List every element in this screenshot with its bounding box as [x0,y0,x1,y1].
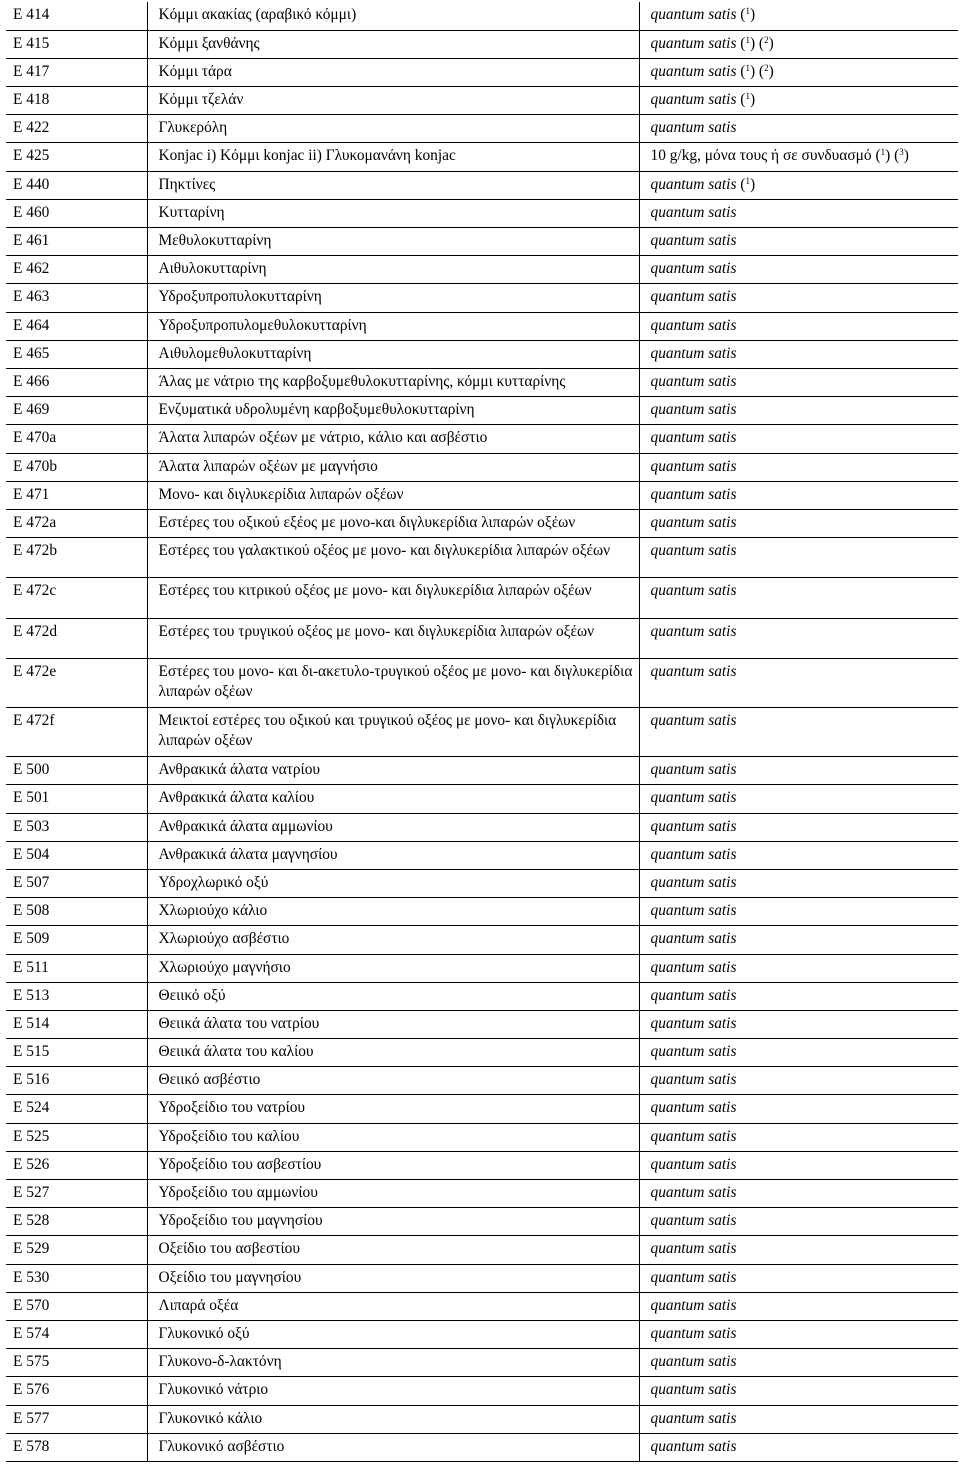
additive-name: Κόμμι τάρα [147,58,639,86]
additive-name: Γλυκονικό κάλιο [147,1405,639,1433]
table-row [6,1377,958,1405]
additive-name: Αιθυλομεθυλοκυτταρίνη [147,340,639,368]
table-row [6,87,958,115]
table-row [6,1180,958,1208]
table-row [6,1067,958,1095]
table-row [6,368,958,396]
max-level [639,1349,958,1377]
table-row [6,926,958,954]
additive-code: E 472a [6,509,147,537]
additive-code: E 529 [6,1236,147,1264]
additive-code: E 526 [6,1151,147,1179]
additive-code: E 577 [6,1405,147,1433]
additive-name: Κόμμι ξανθάνης [147,30,639,58]
table-row [6,898,958,926]
max-level [639,58,958,86]
max-level-value: quantum satis [650,542,737,560]
table-row [6,425,958,453]
additive-name: Μεθυλοκυτταρίνη [147,228,639,256]
footnote-ref: ($^3$) [890,147,909,165]
additive-code: E 578 [6,1433,147,1461]
additive-name: Υδροξείδιο του νατρίου [147,1095,639,1123]
table-row [6,199,958,227]
table-row [6,1264,958,1292]
additive-code: E 501 [6,785,147,813]
max-level-value: quantum satis [650,845,737,863]
max-level [639,708,958,757]
table-row [6,1208,958,1236]
footnote-number: 1 [745,34,750,45]
footnote-ref: ($^1$) [736,34,756,52]
max-level [639,1039,958,1067]
additive-name: Εστέρες του κιτρικού οξέος με μονο- και διγλυκερίδια λιπαρών οξέων [147,578,639,618]
additive-name: Οξείδιο του μαγνησίου [147,1264,639,1292]
max-level-value: quantum satis [650,663,737,681]
max-level [639,578,958,618]
additive-code: E 570 [6,1292,147,1320]
footnote-number: 3 [899,147,904,158]
additive-name: Χλωριούχο κάλιο [147,898,639,926]
max-level [639,1236,958,1264]
max-level [639,453,958,481]
max-level [639,982,958,1010]
additive-code: E 465 [6,340,147,368]
max-level-value: quantum satis [650,457,737,475]
additive-name: Θειικά άλατα του νατρίου [147,1010,639,1038]
footnote-ref: ($^1$) [871,147,891,165]
max-level-value: quantum satis [650,513,737,531]
max-level [639,841,958,869]
table-row [6,312,958,340]
max-level [639,425,958,453]
additive-name: Γλυκερόλη [147,115,639,143]
table-row [6,397,958,425]
additive-code: E 525 [6,1123,147,1151]
additive-code: E 528 [6,1208,147,1236]
table-row [6,813,958,841]
max-level-value: quantum satis [650,1296,737,1314]
table-row [6,1433,958,1461]
table-row [6,509,958,537]
table-row [6,115,958,143]
max-level-value: quantum satis [650,1184,737,1202]
max-level [639,1433,958,1461]
table-row [6,340,958,368]
additive-code: E 527 [6,1180,147,1208]
table-row [6,982,958,1010]
max-level-value: 10 g/kg, μόνα τους ή σε συνδυασμό [650,147,872,165]
additive-name: Θειικό οξύ [147,982,639,1010]
max-level [639,340,958,368]
max-level [639,256,958,284]
additive-code: E 470b [6,453,147,481]
max-level-value: quantum satis [650,1324,737,1342]
additive-name: Άλατα λιπαρών οξέων με νάτριο, κάλιο και ασβέστιο [147,425,639,453]
additive-name: Άλας με νάτριο της καρβοξυμεθυλοκυτταρίνης, κόμμι κυτταρίνης [147,368,639,396]
max-level [639,312,958,340]
footnote-number: 1 [745,175,750,186]
additive-code: E 464 [6,312,147,340]
max-level [639,87,958,115]
table-row [6,1010,958,1038]
additive-code: E 461 [6,228,147,256]
table-row [6,659,958,708]
footnote-ref: ($^1$) [736,62,756,80]
max-level-value: quantum satis [650,119,737,137]
additive-name: Υδροξυπροπυλομεθυλοκυτταρίνη [147,312,639,340]
additive-code: E 472d [6,618,147,658]
max-level-value: quantum satis [650,873,737,891]
max-level-value: quantum satis [650,288,737,306]
table-row [6,1236,958,1264]
footnote-number: 1 [745,91,750,102]
footnote-number: 2 [764,62,769,73]
additive-code: E 511 [6,954,147,982]
table-row [6,785,958,813]
additive-code: E 422 [6,115,147,143]
table-row [6,954,958,982]
max-level [639,1405,958,1433]
max-level [639,199,958,227]
table-row [6,1292,958,1320]
additive-name: Άλατα λιπαρών οξέων με μαγνήσιο [147,453,639,481]
max-level-value: quantum satis [650,429,737,447]
max-level [639,284,958,312]
additive-name: Γλυκονικό νάτριο [147,1377,639,1405]
max-level [639,228,958,256]
max-level [639,1208,958,1236]
table-row [6,2,958,30]
additives-table [6,2,958,1462]
additive-code: E 516 [6,1067,147,1095]
max-level [639,926,958,954]
max-level-value: quantum satis [650,1212,737,1230]
additive-code: E 576 [6,1377,147,1405]
table-body [6,2,958,1461]
table-row [6,1095,958,1123]
table-row [6,481,958,509]
additive-code: E 575 [6,1349,147,1377]
table-row [6,228,958,256]
additive-code: E 530 [6,1264,147,1292]
table-row [6,538,958,578]
additive-name: Ανθρακικά άλατα αμμωνίου [147,813,639,841]
max-level [639,1151,958,1179]
table-row [6,757,958,785]
max-level [639,659,958,708]
table-row [6,1320,958,1348]
footnote-ref: ($^1$) [736,6,756,23]
max-level [639,1010,958,1038]
table-row [6,869,958,897]
max-level-value: quantum satis [650,930,737,948]
additive-code: E 514 [6,1010,147,1038]
max-level [639,618,958,658]
max-level-value: quantum satis [650,316,737,334]
additive-name: Ενζυματικά υδρολυμένη καρβοξυμεθυλοκυτταρίνη [147,397,639,425]
additive-code: E 472f [6,708,147,757]
table-row [6,143,958,171]
max-level-value: quantum satis [650,260,737,278]
max-level-value: quantum satis [650,175,737,193]
additive-code: E 507 [6,869,147,897]
max-level-value: quantum satis [650,817,737,835]
additive-name: Ανθρακικά άλατα νατρίου [147,757,639,785]
additive-name: Θειικά άλατα του καλίου [147,1039,639,1067]
max-level-value: quantum satis [650,958,737,976]
additive-name: Κόμμι τζελάν [147,87,639,115]
additive-code: E 469 [6,397,147,425]
additive-name: Υδροξείδιο του καλίου [147,1123,639,1151]
additive-code: E 472b [6,538,147,578]
max-level [639,785,958,813]
max-level [639,1292,958,1320]
additive-code: E 415 [6,30,147,58]
max-level [639,115,958,143]
max-level [639,1123,958,1151]
max-level [639,1320,958,1348]
table-row [6,58,958,86]
additive-name: Χλωριούχο ασβέστιο [147,926,639,954]
additive-code: E 508 [6,898,147,926]
additive-name: Υδροχλωρικό οξύ [147,869,639,897]
additive-code: E 418 [6,87,147,115]
max-level-value: quantum satis [650,401,737,419]
max-level [639,1264,958,1292]
additive-name: Konjac i) Κόμμι konjac ii) Γλυκομανάνη konjac [147,143,639,171]
table-row [6,1123,958,1151]
footnote-ref: ($^1$) [736,175,756,193]
max-level [639,2,958,30]
max-level-value: quantum satis [650,1071,737,1089]
max-level-value: quantum satis [650,6,737,23]
max-level-value: quantum satis [650,1014,737,1032]
additive-name: Κόμμι ακακίας (αραβικό κόμμι) [147,2,639,30]
additive-code: E 504 [6,841,147,869]
max-level-value: quantum satis [650,91,737,109]
table-row [6,1151,958,1179]
max-level [639,898,958,926]
table-row [6,618,958,658]
table-row [6,1039,958,1067]
additive-name: Εστέρες του γαλακτικού οξέος με μονο- και διγλυκερίδια λιπαρών οξέων [147,538,639,578]
additive-name: Υδροξυπροπυλοκυτταρίνη [147,284,639,312]
additive-name: Υδροξείδιο του μαγνησίου [147,1208,639,1236]
max-level [639,869,958,897]
max-level-value: quantum satis [650,485,737,503]
footnote-number: 1 [880,147,886,158]
max-level [639,1180,958,1208]
max-level-value: quantum satis [650,203,737,221]
additive-code: E 574 [6,1320,147,1348]
additive-name: Εστέρες του οξικού εξέος με μονο-και διγλυκερίδια λιπαρών οξέων [147,509,639,537]
additive-name: Γλυκονικό οξύ [147,1320,639,1348]
additive-code: E 460 [6,199,147,227]
table-row [6,256,958,284]
additive-code: E 463 [6,284,147,312]
max-level [639,397,958,425]
additive-name: Γλυκονικό ασβέστιο [147,1433,639,1461]
additive-code: E 509 [6,926,147,954]
footnote-number: 2 [764,34,769,45]
additive-name: Πηκτίνες [147,171,639,199]
additive-code: E 470a [6,425,147,453]
table-row [6,708,958,757]
max-level [639,1067,958,1095]
max-level-value: quantum satis [650,1353,737,1371]
max-level [639,509,958,537]
additive-name: Υδροξείδιο του ασβεστίου [147,1151,639,1179]
table-row [6,171,958,199]
max-level [639,813,958,841]
additive-code: E 414 [6,2,147,30]
max-level-value: quantum satis [650,1043,737,1061]
table-row [6,1405,958,1433]
max-level-value: quantum satis [650,1127,737,1145]
additive-code: E 425 [6,143,147,171]
table-row [6,453,958,481]
table-row [6,578,958,618]
max-level-value: quantum satis [650,62,737,80]
footnote-ref: ($^1$) [736,91,756,109]
max-level [639,30,958,58]
additive-name: Χλωριούχο μαγνήσιο [147,954,639,982]
additive-code: E 440 [6,171,147,199]
additive-name: Ανθρακικά άλατα μαγνησίου [147,841,639,869]
additive-code: E 472e [6,659,147,708]
additive-code: E 513 [6,982,147,1010]
max-level-value: quantum satis [650,1381,737,1399]
additive-name: Κυτταρίνη [147,199,639,227]
footnote-number: 1 [745,62,750,73]
max-level-value: quantum satis [650,582,737,600]
additive-name: Αιθυλοκυτταρίνη [147,256,639,284]
max-level-value: quantum satis [650,232,737,249]
max-level [639,538,958,578]
additive-name: Μεικτοί εστέρες του οξικού και τρυγικού οξέος με μονο- και διγλυκερίδια λιπαρών οξέων [147,708,639,757]
max-level-value: quantum satis [650,372,737,390]
max-level-value: quantum satis [650,344,737,362]
max-level-value: quantum satis [650,902,737,920]
additive-code: E 472c [6,578,147,618]
max-level-value: quantum satis [650,622,737,640]
max-level-value: quantum satis [650,1240,737,1258]
max-level [639,481,958,509]
table-row [6,1349,958,1377]
additive-name: Ανθρακικά άλατα καλίου [147,785,639,813]
max-level [639,757,958,785]
additive-name: Εστέρες του τρυγικού οξέος με μονο- και διγλυκερίδια λιπαρών οξέων [147,618,639,658]
max-level [639,368,958,396]
additive-code: E 462 [6,256,147,284]
additive-name: Υδροξείδιο του αμμωνίου [147,1180,639,1208]
additive-name: Θειικό ασβέστιο [147,1067,639,1095]
max-level-value: quantum satis [650,34,737,52]
additive-code: E 524 [6,1095,147,1123]
max-level-value: quantum satis [650,712,737,730]
additive-name: Οξείδιο του ασβεστίου [147,1236,639,1264]
footnote-ref: ($^2$) [755,34,774,52]
max-level-value: quantum satis [650,986,737,1004]
max-level-value: quantum satis [650,761,737,779]
table-row [6,284,958,312]
table-row [6,841,958,869]
max-level-value: quantum satis [650,789,737,807]
table-row [6,30,958,58]
max-level-value: quantum satis [650,1409,737,1427]
max-level [639,954,958,982]
max-level-value: quantum satis [650,1268,737,1286]
footnote-ref: ($^2$) [755,62,774,80]
max-level-value: quantum satis [650,1437,737,1455]
additive-code: E 500 [6,757,147,785]
max-level [639,1377,958,1405]
additive-code: E 471 [6,481,147,509]
additive-code: E 417 [6,58,147,86]
additive-name: Μονο- και διγλυκερίδια λιπαρών οξέων [147,481,639,509]
footnote-number: 1 [745,6,750,16]
additive-code: E 515 [6,1039,147,1067]
max-level-value: quantum satis [650,1155,737,1173]
additive-code: E 503 [6,813,147,841]
max-level [639,1095,958,1123]
additive-name: Εστέρες του μονο- και δι-ακετυλο-τρυγικού οξέος με μονο- και διγλυκερίδια λιπαρών οξέων [147,659,639,708]
max-level [639,171,958,199]
additive-name: Γλυκονο-δ-λακτόνη [147,1349,639,1377]
max-level-value: quantum satis [650,1099,737,1117]
additive-code: E 466 [6,368,147,396]
additive-name: Λιπαρά οξέα [147,1292,639,1320]
max-level [639,143,958,171]
